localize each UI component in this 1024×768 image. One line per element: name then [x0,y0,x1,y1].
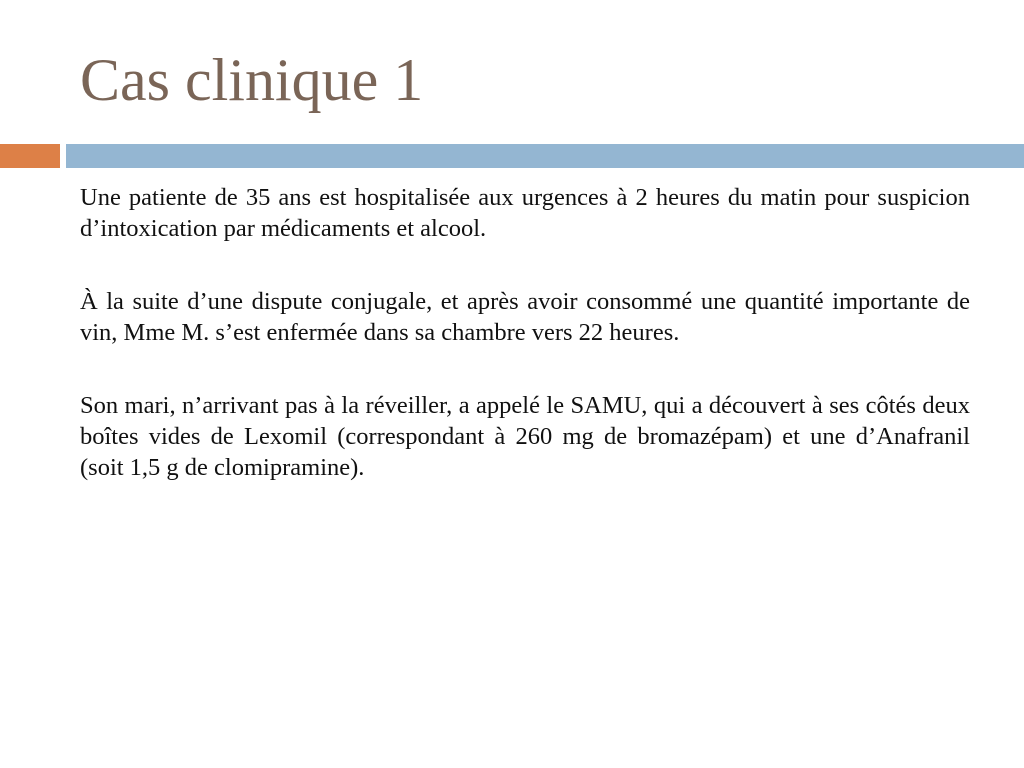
paragraph-context: À la suite d’une dispute conjugale, et après avoir consommé une quantité importante de vin, Mme M. s’est enfermée dans sa chambre vers 22 heures. [80,288,970,346]
slide-title: Cas clinique 1 [80,47,424,113]
accent-bar-blue [66,144,1024,168]
paragraph-admission: Une patiente de 35 ans est hospitalisée aux urgences à 2 heures du matin pour suspicion d’intoxication par médicaments et alcool. [80,184,970,242]
paragraph-discovery: Son mari, n’arrivant pas à la réveiller, a appelé le SAMU, qui a découvert à ses côtés deux boîtes vides de Lexomil (correspondant à 260 mg de bromazépam) et une d’Anafranil (soit 1,5 g de clomipramine). [80,392,970,481]
slide-body [80,182,970,525]
accent-bar-orange [0,144,60,168]
